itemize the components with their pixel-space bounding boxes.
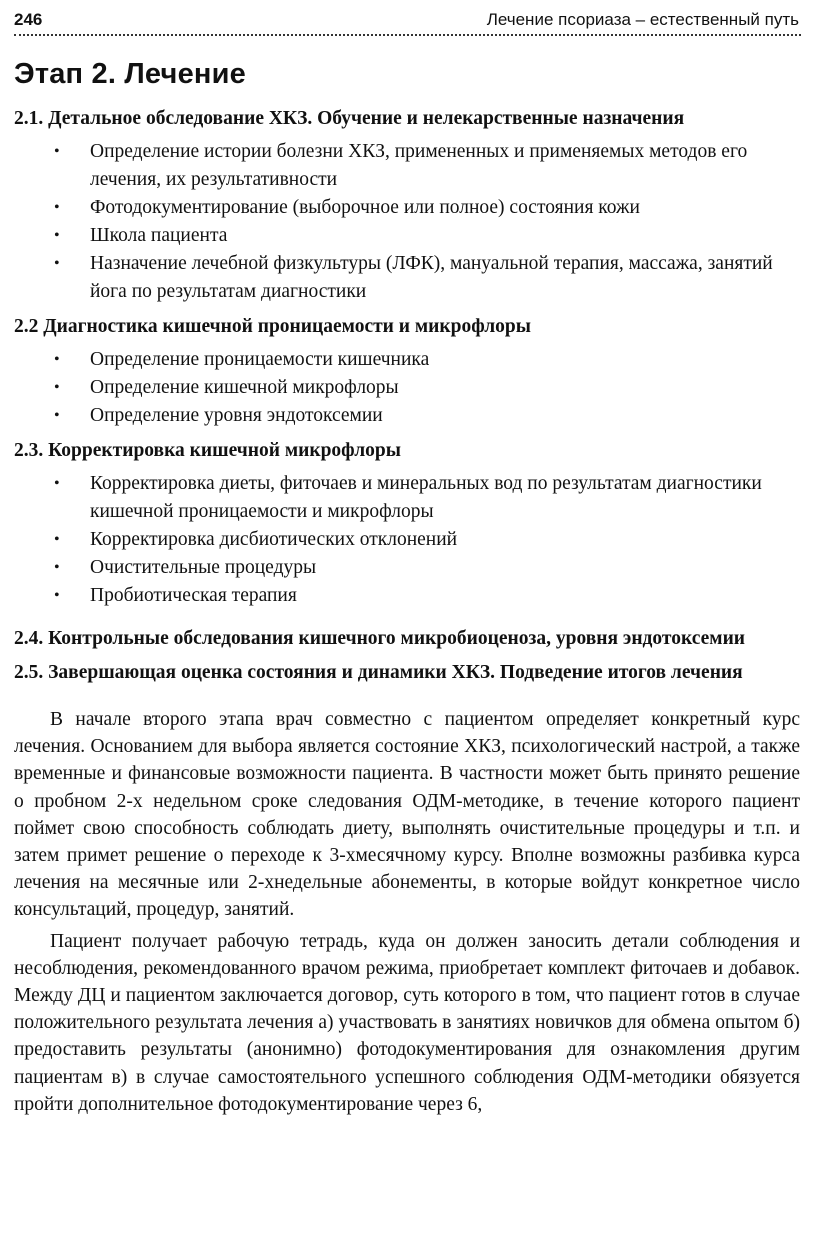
list-item-text: Очистительные процедуры [90,557,317,578]
list-item-text: Определение проницаемости кишечника [90,349,430,370]
list-item [14,346,800,374]
bullet-icon: • [54,407,60,424]
list-item [14,402,800,430]
bullet-list [14,470,800,610]
list-item-text: Школа пациента [90,225,228,246]
list-item-text: Определение истории болезни ХКЗ, примененных и применяемых методов его лечения, их результативности [90,141,748,190]
content [14,106,800,1118]
running-header [14,8,801,36]
section-heading: 2.4. Контрольные обследования кишечного микробиоценоза, уровня эндотоксемии [14,628,746,649]
list-item-text: Определение кишечной микрофлоры [90,377,399,398]
list-item-text: Корректировка дисбиотических отклонений [90,529,458,550]
bullet-icon: • [54,255,60,272]
section-heading: 2.3. Корректировка кишечной микрофлоры [14,440,401,461]
list-item [14,138,800,194]
bullet-icon: • [54,143,60,160]
list-item-text: Пробиотическая терапия [90,585,297,606]
section-heading: 2.2 Диагностика кишечной проницаемости и микрофлоры [14,316,532,337]
body-paragraph: В начале второго этапа врач совместно с пациентом определяет конкретный курс лечения. Основанием для выбора является состояние ХКЗ, психологический настрой, а также временные и финансовые возможности пациента. В частности может быть принято решение о пробном 2-х недельном сроке следования ОДМ-методике, в течение которого пациент поймет свою способность соблюдать диету, выполнять очистительные процедуры и т.п. и затем примет решение о переходе к 3-хмесячному курсу. Вполне возможны разбивка курса лечения на месячные или 2-хнедельные абонементы, в которые войдут конкретное число консультаций, процедур, занятий. [14,709,800,921]
list-item-text: Корректировка диеты, фиточаев и минеральных вод по результатам диагностики кишечной проницаемости и микрофлоры [90,473,762,522]
list-item [14,374,800,402]
bullet-icon: • [54,227,60,244]
bullet-icon: • [54,587,60,604]
list-item [14,554,800,582]
section-heading: 2.5. Завершающая оценка состояния и динамики ХКЗ. Подведение итогов лечения [14,662,743,683]
list-item-text: Определение уровня эндотоксемии [90,405,383,426]
list-item [14,526,800,554]
bullet-icon: • [54,475,60,492]
list-item [14,582,800,610]
bullet-icon: • [54,531,60,548]
bullet-icon: • [54,379,60,396]
bullet-list [14,138,800,306]
list-item [14,222,800,250]
body-paragraph: Пациент получает рабочую тетрадь, куда он должен заносить детали соблюдения и несоблюдения, рекомендованного врачом режима, приобретает комплект фиточаев и добавок. Между ДЦ и пациентом заключается договор, суть которого в том, что пациент готов в случае положительного результата лечения а) участвовать в занятиях новичков для обмена опытом б) предоставить результаты (анонимно) фотодокументирования для ознакомления другим пациентам в) в случае самостоятельного успешного соблюдения ОДМ-методики обязуется пройти дополнительное фотодокументирование через 6, [14,930,800,1115]
list-item [14,194,800,222]
bullet-list [14,346,800,430]
list-item-text: Фотодокументирование (выборочное или полное) состояния кожи [90,197,640,218]
bullet-icon: • [54,199,60,216]
list-item-text: Назначение лечебной физкультуры (ЛФК), мануальной терапия, массажа, занятий йога по результатам диагностики [90,253,773,302]
page-number: 246 [14,10,43,29]
list-item [14,250,800,306]
book-title: Лечение псориаза – естественный путь [486,10,799,29]
section-heading: 2.1. Детальное обследование ХКЗ. Обучение и нелекарственные назначения [14,108,685,129]
list-item [14,470,800,526]
stage-title: Этап 2. Лечение [14,58,246,90]
bullet-icon: • [54,351,60,368]
bullet-icon: • [54,559,60,576]
